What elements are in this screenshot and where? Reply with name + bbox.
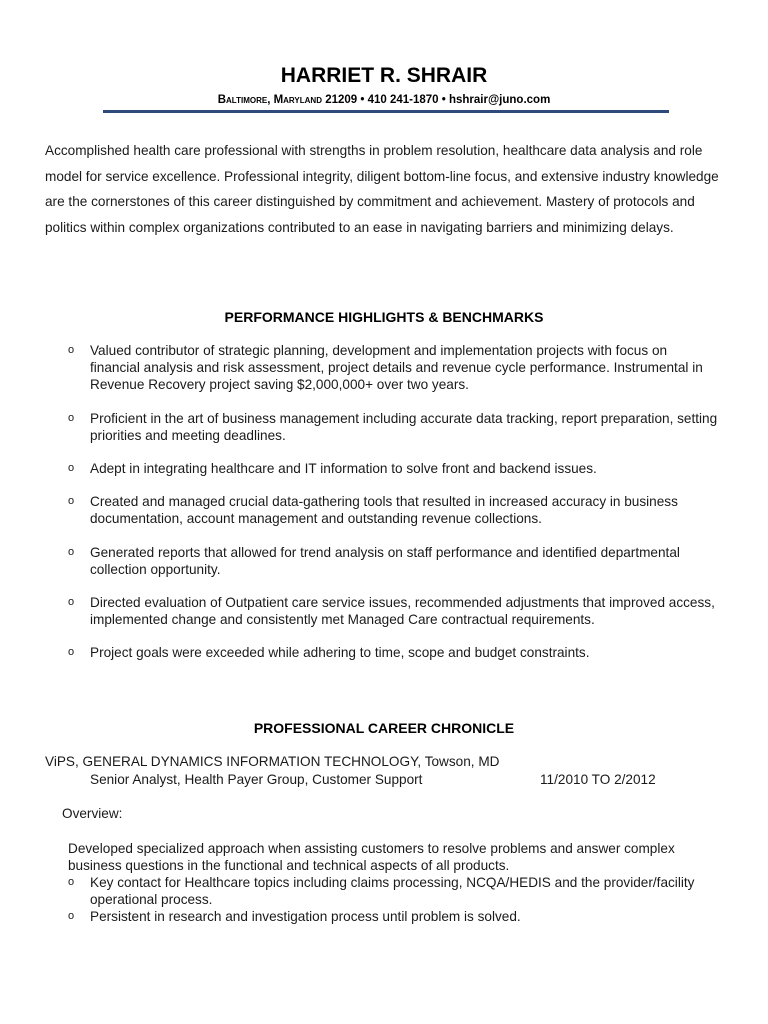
- career-bullets: [68, 874, 718, 926]
- highlights-heading: PERFORMANCE HIGHLIGHTS & BENCHMARKS: [224, 309, 544, 325]
- contact-city-state: Baltimore, Maryland: [217, 94, 322, 106]
- overview-label: Overview:: [62, 806, 123, 821]
- bullet-mark: o: [68, 495, 75, 508]
- highlight-item: o Directed evaluation of Outpatient care service issues, recommended adjustments that improved access, implemented change and consistently met Managed Care contractual requirements.: [68, 595, 715, 628]
- job-dates: 11/2010 TO 2/2012: [540, 772, 656, 787]
- highlight-item: o Generated reports that allowed for trend analysis on staff performance and identified departmental collection opportunity.: [68, 544, 680, 577]
- highlight-item: o Project goals were exceeded while adhering to time, scope and budget constraints.: [68, 645, 590, 661]
- highlights-list: [68, 342, 718, 662]
- bullet-mark: o: [68, 876, 75, 888]
- bullet-mark: o: [68, 344, 75, 356]
- highlight-item: o Proficient in the art of business management including accurate data tracking, report preparation, setting priorities and meeting deadlines.: [68, 410, 718, 443]
- contact-details: 21209 • 410 241-1870 • hshrair@juno.com: [325, 94, 551, 106]
- overview-text: Developed specialized approach when assisting customers to resolve problems and answer complex business questions in the functional and technical aspects of all products.: [68, 841, 675, 873]
- contact-line: [0, 94, 768, 106]
- career-item: o Persistent in research and investigation process until problem is solved.: [68, 909, 521, 925]
- highlight-item: o Valued contributor of strategic planning, development and implementation projects with focus on financial analysis and risk assessment, project details and revenue cycle performance. Instrumental in Revenue Recovery project saving $2,000,000+ over two years.: [68, 343, 703, 393]
- bullet-mark: o: [68, 596, 75, 609]
- career-item: o Key contact for Healthcare topics including claims processing, NCQA/HEDIS and the provider/facility operational process.: [68, 875, 695, 908]
- bullet-mark: o: [68, 462, 75, 475]
- professional-summary: Accomplished health care professional with strengths in problem resolution, healthcare data analysis and role model for service excellence. Professional integrity, diligent bottom-line focus, and extensive industry knowledge are the cornerstones of this career distinguished by commitment and achievement. Mastery of protocols and politics within complex organizations contributed to an ease in navigating barriers and minimizing delays.: [45, 143, 719, 235]
- bullet-mark: o: [68, 910, 75, 923]
- header-divider: [103, 110, 669, 113]
- highlight-item: o Created and managed crucial data-gathering tools that resulted in increased accuracy in business documentation, account management and outstanding revenue collections.: [68, 494, 678, 527]
- career-heading: PROFESSIONAL CAREER CHRONICLE: [253, 720, 515, 736]
- bullet-mark: o: [68, 646, 75, 659]
- highlight-item: o Adept in integrating healthcare and IT information to solve front and backend issues.: [68, 461, 597, 477]
- job-role: Senior Analyst, Health Payer Group, Customer Support: [90, 772, 423, 787]
- bullet-mark: o: [68, 545, 75, 558]
- employer-line: ViPS, GENERAL DYNAMICS INFORMATION TECHNOLOGY, Towson, MD: [45, 754, 500, 769]
- resume-name: HARRIET R. SHRAIR: [280, 64, 488, 87]
- bullet-mark: o: [68, 411, 75, 424]
